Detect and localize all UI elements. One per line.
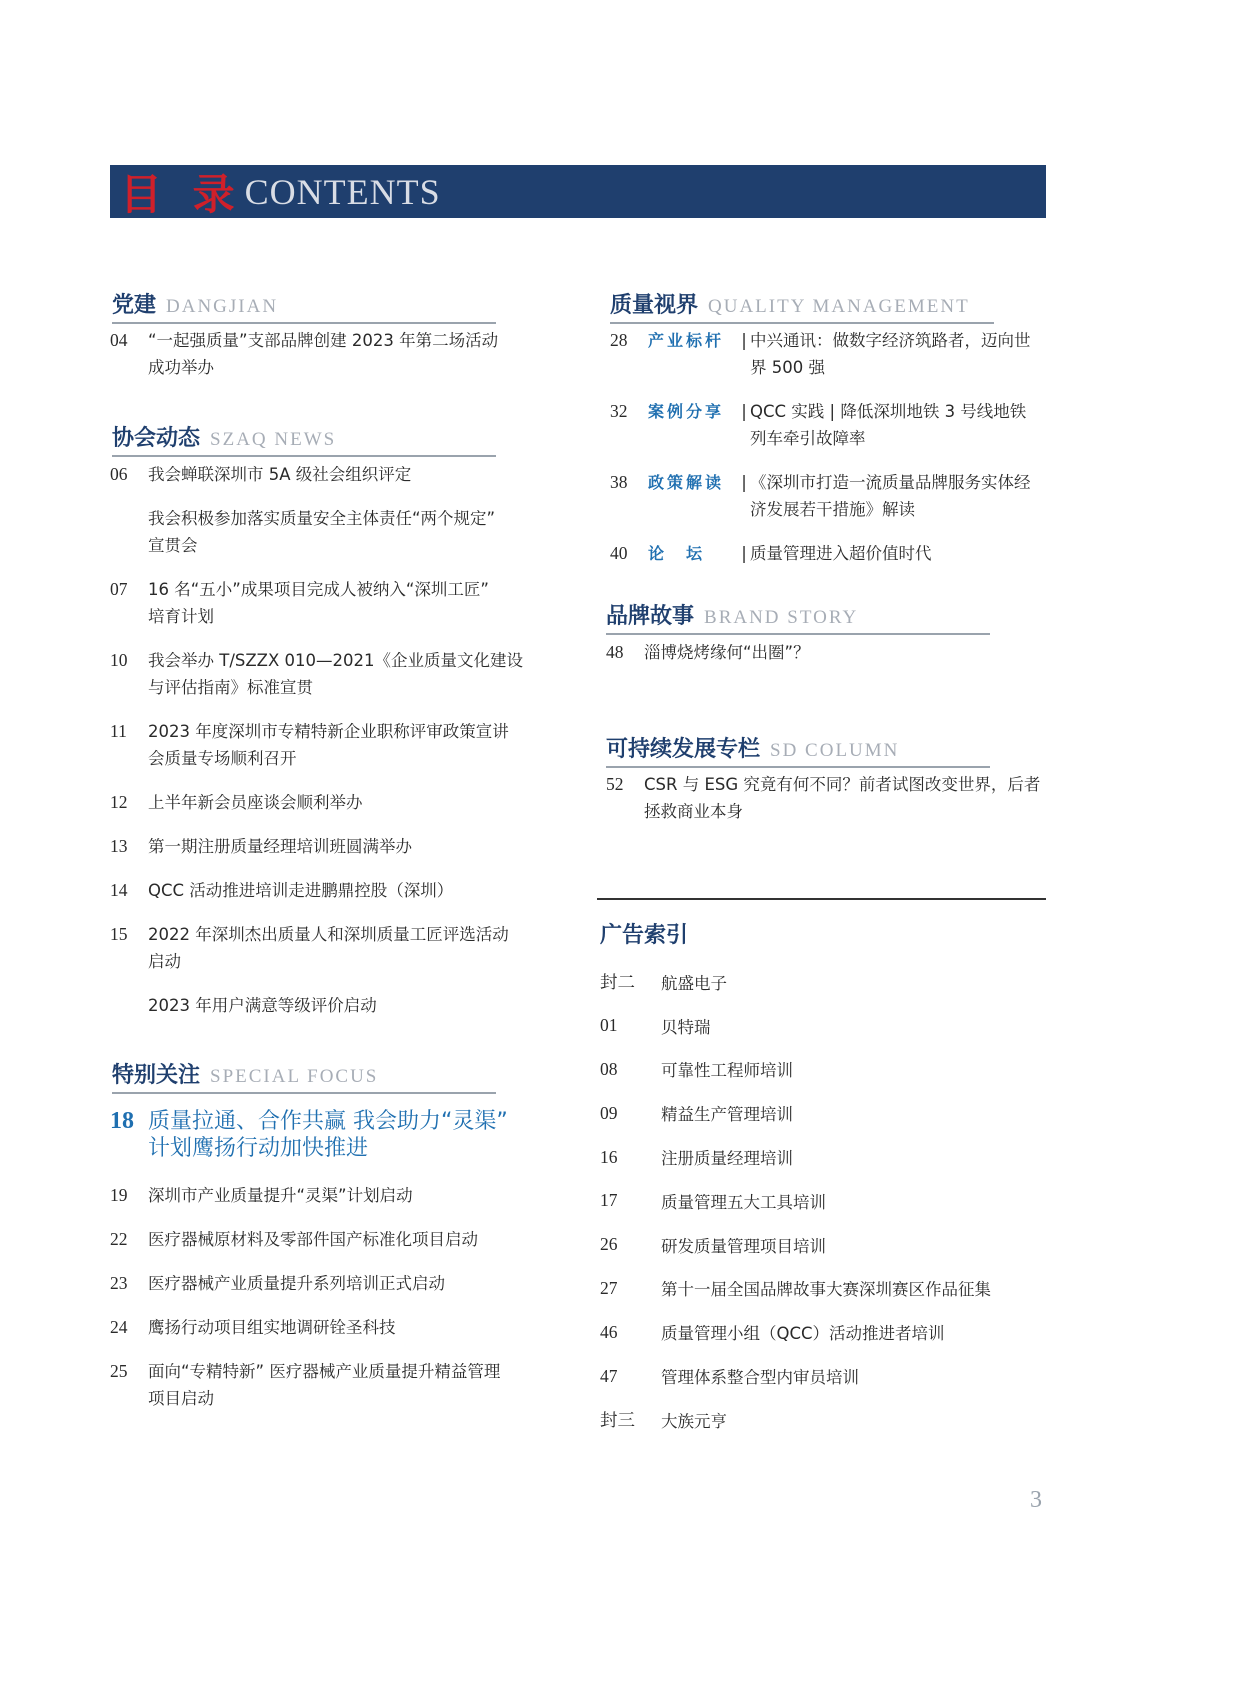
page-num: 13 — [110, 836, 128, 856]
ad-name: 贝特瑞 — [661, 1017, 711, 1037]
page-num: 46 — [600, 1321, 618, 1342]
section-title-cn: 可持续发展专栏 — [606, 737, 761, 762]
separator: | — [741, 331, 747, 350]
section-header — [606, 732, 990, 768]
page-num: 封三 — [600, 1410, 635, 1431]
toc-entry[interactable] — [110, 505, 560, 559]
toc-entry[interactable] — [110, 327, 560, 381]
ad-row[interactable] — [600, 1179, 1040, 1223]
page-num: 25 — [110, 1361, 128, 1381]
ad-name: 大族元亨 — [661, 1411, 727, 1431]
ad-name: 研发质量管理项目培训 — [661, 1236, 826, 1256]
page-num: 16 — [600, 1146, 618, 1167]
category-label: 产业标杆 — [648, 331, 725, 350]
separator: | — [741, 544, 747, 563]
toc-entry[interactable] — [110, 877, 560, 904]
ad-row[interactable] — [600, 1354, 1040, 1398]
page-num: 28 — [610, 330, 628, 350]
toc-entry[interactable] — [110, 833, 560, 860]
toc-entry[interactable] — [110, 992, 560, 1019]
page-number: 3 — [1030, 1487, 1042, 1513]
section-title-en: DANGJIAN — [166, 296, 279, 317]
page-num: 32 — [610, 401, 628, 421]
separator: | — [741, 402, 747, 421]
page-num: 09 — [600, 1102, 618, 1123]
header-title-en: CONTENTS — [244, 171, 441, 212]
contents-header — [110, 165, 1046, 218]
section-title-en: SZAQ NEWS — [210, 429, 337, 450]
quality-entries — [610, 327, 1050, 567]
section-header — [112, 1058, 496, 1094]
toc-entry[interactable] — [110, 1182, 560, 1209]
section-brand — [606, 599, 990, 635]
toc-entry[interactable] — [110, 647, 560, 701]
section-title-cn: 特别关注 — [112, 1063, 201, 1088]
toc-entry[interactable] — [610, 469, 1050, 523]
toc-entry[interactable] — [110, 789, 560, 816]
entry-line: 2023 年用户满意等级评价启动 — [148, 996, 377, 1015]
sd-entries — [606, 771, 1048, 825]
ad-row[interactable] — [600, 1398, 1040, 1442]
entry-line: 中兴通讯：做数字经济筑路者，迈向世 — [750, 331, 1031, 350]
toc-entry[interactable] — [606, 771, 1048, 825]
section-header — [112, 288, 496, 324]
toc-entry[interactable] — [610, 327, 1050, 381]
toc-entry[interactable] — [110, 1226, 560, 1253]
entry-line: 上半年新会员座谈会顺利举办 — [148, 793, 363, 812]
ad-name: 质量管理小组（QCC）活动推进者培训 — [661, 1324, 945, 1344]
toc-entry[interactable] — [610, 540, 1050, 567]
section-sd — [606, 732, 990, 768]
entry-line: 淄博烧烤缘何“出圈”？ — [644, 643, 810, 662]
page-num: 06 — [110, 464, 128, 484]
divider — [597, 898, 1046, 900]
ad-row[interactable] — [600, 1135, 1040, 1179]
section-special — [112, 1058, 496, 1094]
page-num: 26 — [600, 1234, 618, 1255]
entry-line: 会质量专场顺利召开 — [148, 749, 297, 768]
section-title-cn: 品牌故事 — [606, 604, 695, 629]
ad-index-title: 广告索引 — [600, 923, 689, 948]
ad-row[interactable] — [600, 1091, 1040, 1135]
section-title-cn: 协会动态 — [112, 426, 201, 451]
entry-line: 成功举办 — [148, 358, 214, 377]
news-entries — [110, 461, 560, 1019]
ad-row[interactable] — [600, 960, 1040, 1004]
section-news — [112, 421, 496, 457]
page-num: 47 — [600, 1365, 618, 1386]
ad-row[interactable] — [600, 1048, 1040, 1092]
page-num: 22 — [110, 1229, 128, 1249]
page-num: 19 — [110, 1185, 128, 1205]
ad-row[interactable] — [600, 1310, 1040, 1354]
section-header — [610, 288, 994, 324]
section-title-en: BRAND STORY — [704, 607, 859, 628]
category-label: 政策解读 — [648, 473, 725, 492]
toc-entry[interactable] — [110, 718, 560, 772]
page-num: 40 — [610, 543, 628, 563]
entry-line: 深圳市产业质量提升“灵渠”计划启动 — [148, 1186, 413, 1205]
dangjian-entries — [110, 327, 560, 381]
entry-line: 面向“专精特新” 医疗器械产业质量提升精益管理 — [148, 1362, 501, 1381]
entry-line: 鹰扬行动项目组实地调研铨圣科技 — [148, 1318, 396, 1337]
ad-name: 第十一届全国品牌故事大赛深圳赛区作品征集 — [661, 1280, 991, 1300]
entry-line: 项目启动 — [148, 1389, 214, 1408]
toc-entry[interactable] — [110, 1358, 560, 1412]
feature-entry[interactable] — [110, 1108, 560, 1162]
entry-line: 我会举办 T/SZZX 010—2021《企业质量文化建设 — [148, 651, 523, 670]
entry-line: 第一期注册质量经理培训班圆满举办 — [148, 837, 412, 856]
entry-line: 医疗器械产业质量提升系列培训正式启动 — [148, 1274, 445, 1293]
page-num: 01 — [600, 1015, 618, 1036]
page-num: 23 — [110, 1273, 128, 1293]
entry-line: 2022 年深圳杰出质量人和深圳质量工匠评选活动 — [148, 925, 509, 944]
section-title-cn: 质量视界 — [610, 293, 699, 318]
ad-name: 管理体系整合型内审员培训 — [661, 1368, 859, 1388]
section-title-en: QUALITY MANAGEMENT — [708, 296, 970, 317]
section-header — [606, 599, 990, 635]
page-num: 15 — [110, 924, 128, 944]
ad-name: 航盛电子 — [661, 973, 727, 993]
page-num: 38 — [610, 472, 628, 492]
page-num: 17 — [600, 1190, 618, 1211]
entry-line: QCC 实践 | 降低深圳地铁 3 号线地铁 — [750, 402, 1027, 421]
page-num: 04 — [110, 330, 128, 350]
separator: | — [741, 473, 747, 492]
toc-entry[interactable] — [110, 1270, 560, 1297]
ad-name: 精益生产管理培训 — [661, 1105, 793, 1125]
entry-line: 医疗器械原材料及零部件国产标准化项目启动 — [148, 1230, 478, 1249]
ad-row[interactable] — [600, 1267, 1040, 1311]
page-num: 52 — [606, 774, 624, 794]
entry-line: 拯救商业本身 — [644, 802, 743, 821]
page-num: 10 — [110, 650, 128, 670]
entry-line: 我会蝉联深圳市 5A 级社会组织评定 — [148, 465, 412, 484]
ad-name: 可靠性工程师培训 — [661, 1061, 793, 1081]
page-num: 27 — [600, 1277, 618, 1298]
entry-line: 2023 年度深圳市专精特新企业职称评审政策宣讲 — [148, 722, 509, 741]
section-header — [112, 421, 496, 457]
page-num — [110, 505, 148, 559]
entry-line: 16 名“五小”成果项目完成人被纳入“深圳工匠” — [148, 580, 489, 599]
entry-line: 与评估指南》标准宣贯 — [148, 678, 313, 697]
entry-line: 启动 — [148, 952, 181, 971]
category-label: 论 坛 — [648, 544, 706, 563]
page-num: 11 — [110, 721, 127, 741]
page-num: 48 — [606, 642, 624, 662]
entry-line: 《深圳市打造一流质量品牌服务实体经 — [750, 473, 1031, 492]
entry-line: 培育计划 — [148, 607, 214, 626]
toc-entry[interactable] — [606, 639, 1046, 666]
ad-row[interactable] — [600, 1223, 1040, 1267]
page-num: 08 — [600, 1058, 618, 1079]
entry-line: 我会积极参加落实质量安全主体责任“两个规定” — [148, 509, 496, 528]
header-title-cn: 目 录 — [120, 169, 243, 219]
entry-line: QCC 活动推进培训走进鹏鼎控股（深圳） — [148, 881, 454, 900]
entry-line: 宣贯会 — [148, 536, 198, 555]
page-num: 封二 — [600, 972, 635, 993]
entry-line: CSR 与 ESG 究竟有何不同？前者试图改变世界，后者 — [644, 775, 1041, 794]
page-num: 18 — [110, 1108, 134, 1134]
toc-entry[interactable] — [610, 398, 1050, 452]
toc-entry[interactable] — [110, 576, 560, 630]
section-title-en: SPECIAL FOCUS — [210, 1066, 379, 1087]
section-quality — [610, 288, 994, 324]
entry-line: 计划鹰扬行动加快推进 — [148, 1136, 369, 1161]
page-num: 07 — [110, 579, 128, 599]
category-label: 案例分享 — [648, 402, 725, 421]
entry-line: 济发展若干措施》解读 — [750, 500, 915, 519]
entry-line: 列车牵引故障率 — [750, 429, 866, 448]
entry-line: 界 500 强 — [750, 358, 825, 377]
brand-entries — [606, 639, 1046, 666]
page-num: 12 — [110, 792, 128, 812]
ad-name: 质量管理五大工具培训 — [661, 1192, 826, 1212]
section-title-cn: 党建 — [112, 293, 157, 318]
special-entries — [110, 1108, 560, 1412]
toc-entry[interactable] — [110, 1314, 560, 1341]
entry-line: “一起强质量”支部品牌创建 2023 年第二场活动 — [148, 331, 499, 350]
toc-entry[interactable] — [110, 461, 560, 488]
ad-index-list — [600, 960, 1040, 1442]
page-num: 14 — [110, 880, 128, 900]
ad-row[interactable] — [600, 1004, 1040, 1048]
section-dangjian — [112, 288, 496, 324]
toc-entry[interactable] — [110, 921, 560, 975]
page-num — [110, 992, 148, 1019]
entry-line: 质量管理进入超价值时代 — [750, 544, 932, 563]
ad-name: 注册质量经理培训 — [661, 1149, 793, 1169]
entry-line: 质量拉通、合作共赢 我会助力“灵渠” — [148, 1109, 508, 1134]
page-num: 24 — [110, 1317, 128, 1337]
section-title-en: SD COLUMN — [770, 740, 900, 761]
